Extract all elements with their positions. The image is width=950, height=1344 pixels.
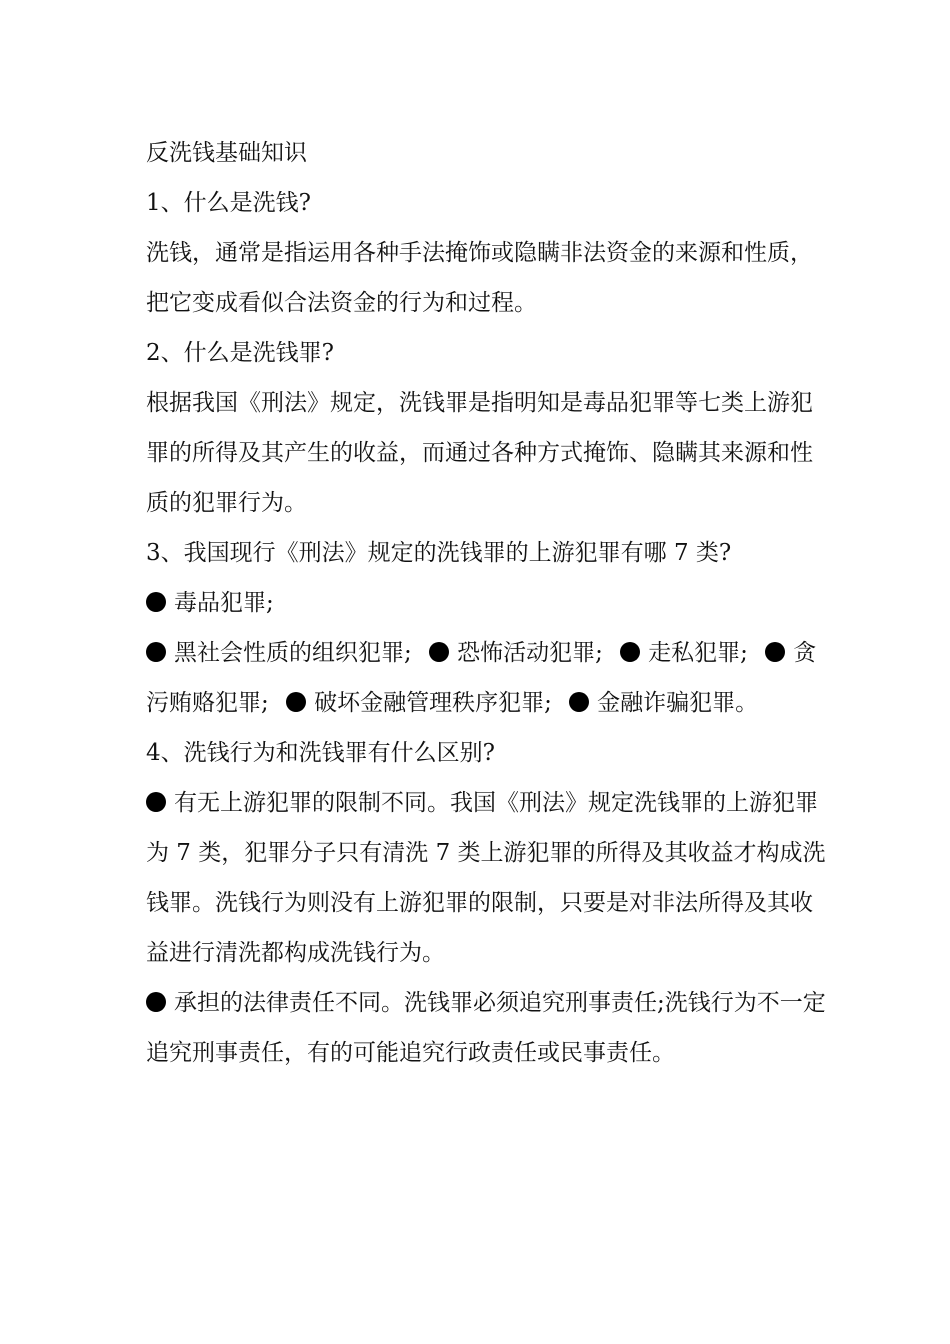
question-1: 1、什么是洗钱? xyxy=(146,190,311,216)
bullet-icon xyxy=(146,642,166,662)
question-3: 3、我国现行《刑法》规定的洗钱罪的上游犯罪有哪 7 类? xyxy=(146,540,732,566)
bullet-icon xyxy=(146,592,166,612)
crime-list-line-2 xyxy=(146,628,826,728)
crime-item: 贪污贿赂犯罪; xyxy=(146,640,817,716)
bullet-icon xyxy=(765,642,785,662)
difference-text: 有无上游犯罪的限制不同。我国《刑法》规定洗钱罪的上游犯罪为 7 类，犯罪分子只有清洗 7 类上游犯罪的所得及其收益才构成洗钱罪。洗钱行为则没有上游犯罪的限制，只要是对非法所得及其收益进行清洗都构成洗钱行为。 xyxy=(146,790,826,966)
bullet-icon xyxy=(146,792,166,812)
crime-item: 走私犯罪; xyxy=(648,640,748,666)
question-4: 4、洗钱行为和洗钱罪有什么区别? xyxy=(146,740,495,766)
difference-point-1 xyxy=(146,778,826,978)
bullet-icon xyxy=(286,692,306,712)
crime-item: 毒品犯罪; xyxy=(174,590,274,616)
document-body xyxy=(146,128,826,1078)
question-2: 2、什么是洗钱罪? xyxy=(146,340,334,366)
crime-item: 破坏金融管理秩序犯罪; xyxy=(314,690,552,716)
bullet-icon xyxy=(429,642,449,662)
crime-item: 金融诈骗犯罪。 xyxy=(597,690,759,716)
bullet-icon xyxy=(620,642,640,662)
crime-item: 恐怖活动犯罪; xyxy=(457,640,603,666)
bullet-icon xyxy=(569,692,589,712)
answer-1: 洗钱，通常是指运用各种手法掩饰或隐瞒非法资金的来源和性质，把它变成看似合法资金的行为和过程。 xyxy=(146,240,813,316)
difference-point-2 xyxy=(146,978,826,1078)
crime-list-line-1 xyxy=(146,578,826,628)
bullet-icon xyxy=(146,992,166,1012)
document-title: 反洗钱基础知识 xyxy=(146,140,307,166)
crime-item: 黑社会性质的组织犯罪; xyxy=(174,640,412,666)
difference-text: 承担的法律责任不同。洗钱罪必须追究刑事责任;洗钱行为不一定追究刑事责任，有的可能追究行政责任或民事责任。 xyxy=(146,990,826,1066)
answer-2: 根据我国《刑法》规定，洗钱罪是指明知是毒品犯罪等七类上游犯罪的所得及其产生的收益，而通过各种方式掩饰、隐瞒其来源和性质的犯罪行为。 xyxy=(146,390,813,516)
